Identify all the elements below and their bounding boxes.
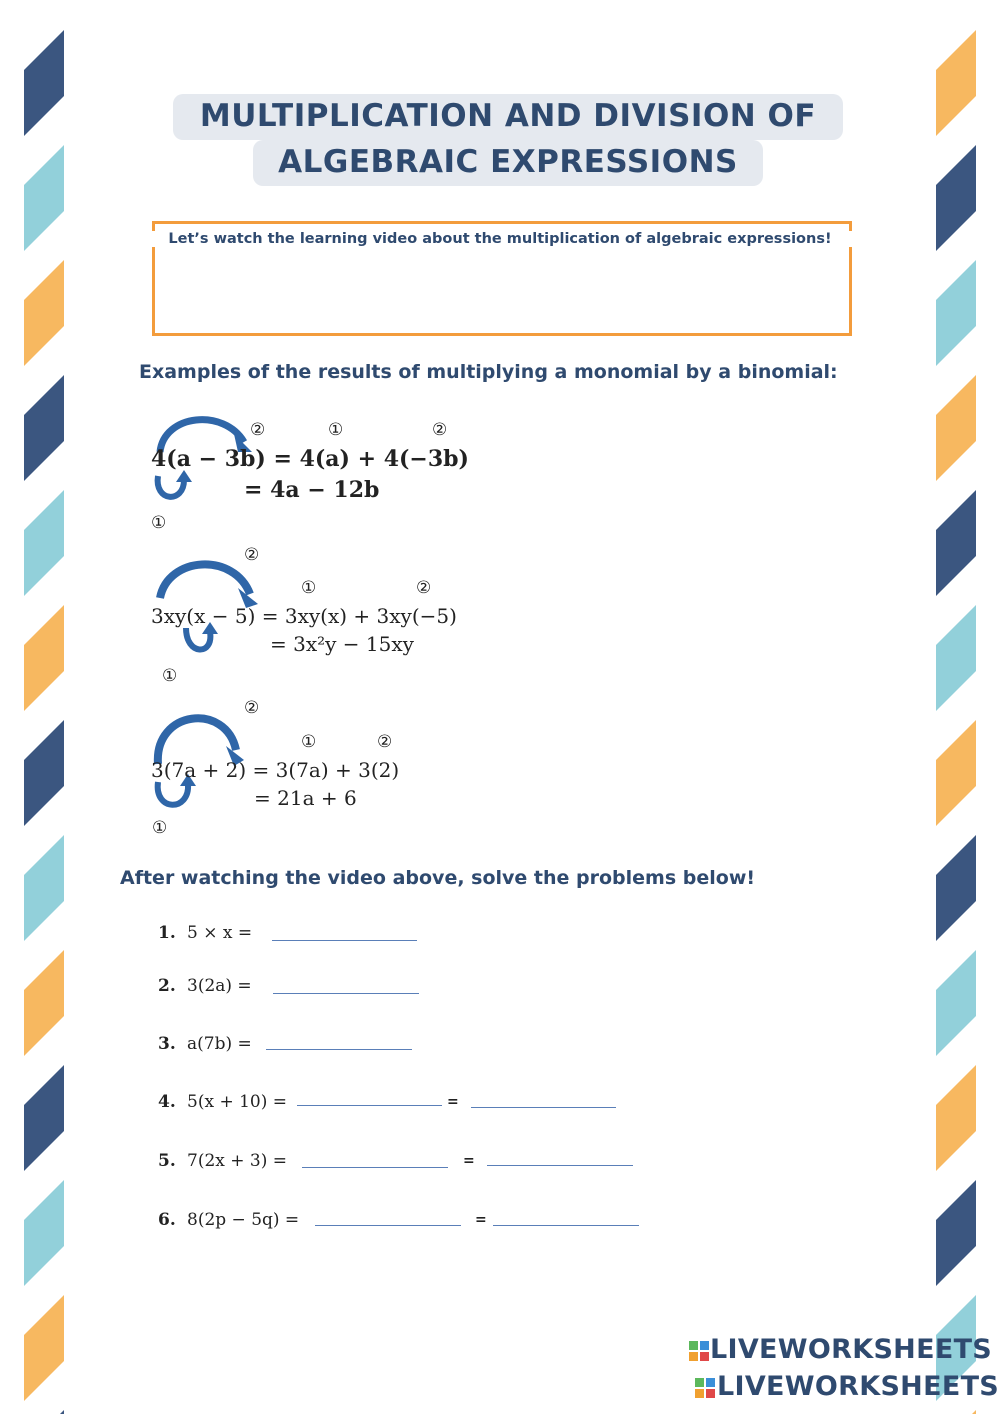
step-2-marker: ② [416,578,432,598]
stripe-segment [24,1295,64,1401]
stripe-segment [936,835,976,941]
stripe-segment [24,1180,64,1286]
step-2-marker: ② [250,420,266,440]
stripe-segment [936,605,976,711]
step-1-marker: ① [162,666,178,686]
step-1-marker: ① [152,818,168,838]
example-equation-line-2: = 4a − 12b [244,477,380,503]
stripe-pattern [936,0,976,1414]
liveworksheets-logo-icon [689,1341,709,1361]
stripe-segment [24,490,64,596]
answer-input[interactable] [493,1225,639,1226]
answer-input[interactable] [302,1167,448,1168]
problem-number: 1. [158,923,176,943]
left-decorative-stripe [24,0,64,1414]
problem-number: 3. [158,1034,176,1054]
stripe-segment [24,605,64,711]
step-2-marker: ② [432,420,448,440]
answer-input[interactable] [266,1049,412,1050]
step-2-marker: ② [377,732,393,752]
stripe-segment [936,375,976,481]
problem-expression: a(7b) = [187,1034,252,1054]
problem-expression: 5 × x = [187,923,253,943]
video-instruction: Let’s watch the learning video about the multiplication of algebraic expressions! [140,231,860,247]
stripe-segment [936,490,976,596]
equals-sign: = [475,1212,487,1228]
problem-expression: 8(2p − 5q) = [187,1210,300,1230]
stripe-pattern [24,0,64,1414]
examples-heading: Examples of the results of multiplying a monomial by a binomial: [139,361,838,383]
answer-input[interactable] [487,1165,633,1166]
step-1-marker: ① [328,420,344,440]
problem-expression: 3(2a) = [187,976,252,996]
problem-expression: 7(2x + 3) = [187,1151,287,1171]
example-equation-line-1: 3(7a + 2) = 3(7a) + 3(2) [151,758,400,782]
liveworksheets-logo-icon [695,1378,715,1398]
step-1-marker: ① [151,513,167,533]
stripe-segment [24,835,64,941]
stripe-segment [24,145,64,251]
step-1-marker: ① [301,578,317,598]
stripe-segment [24,30,64,136]
stripe-segment [936,30,976,136]
problem-number: 4. [158,1092,176,1112]
answer-input[interactable] [297,1105,442,1106]
answer-input[interactable] [273,993,419,994]
stripe-segment [936,1065,976,1171]
stripe-segment [936,1410,976,1414]
stripe-segment [936,145,976,251]
right-decorative-stripe [936,0,976,1414]
stripe-segment [936,720,976,826]
equals-sign: = [447,1094,459,1110]
stripe-segment [936,950,976,1056]
watermark-logo-text: LIVEWORKSHEETS [717,1371,1000,1402]
step-2-marker: ② [244,545,260,565]
problem-number: 6. [158,1210,176,1230]
stripe-segment [24,1065,64,1171]
page-title-line-1: MULTIPLICATION AND DIVISION OF [173,94,843,140]
stripe-segment [936,1180,976,1286]
stripe-segment [24,1410,64,1414]
stripe-segment [24,260,64,366]
answer-input[interactable] [471,1107,616,1108]
problem-number: 5. [158,1151,176,1171]
answer-input[interactable] [272,940,417,941]
step-2-marker: ② [244,698,260,718]
stripe-segment [936,260,976,366]
example-equation-line-1: 3xy(x − 5) = 3xy(x) + 3xy(−5) [151,604,457,628]
example-equation-line-2: = 3x²y − 15xy [270,632,414,656]
problem-expression: 5(x + 10) = [187,1092,287,1112]
problem-number: 2. [158,976,176,996]
equals-sign: = [463,1153,475,1169]
example-equation-line-2: = 21a + 6 [254,786,357,810]
answer-input[interactable] [315,1225,461,1226]
watermark-logo-text: LIVEWORKSHEETS [710,1334,993,1365]
example-equation-line-1: 4(a − 3b) = 4(a) + 4(−3b) [151,446,469,472]
stripe-segment [24,950,64,1056]
step-1-marker: ① [301,732,317,752]
page-title-line-2: ALGEBRAIC EXPRESSIONS [253,140,763,186]
stripe-segment [24,720,64,826]
solve-heading: After watching the video above, solve the problems below! [120,867,756,889]
stripe-segment [24,375,64,481]
